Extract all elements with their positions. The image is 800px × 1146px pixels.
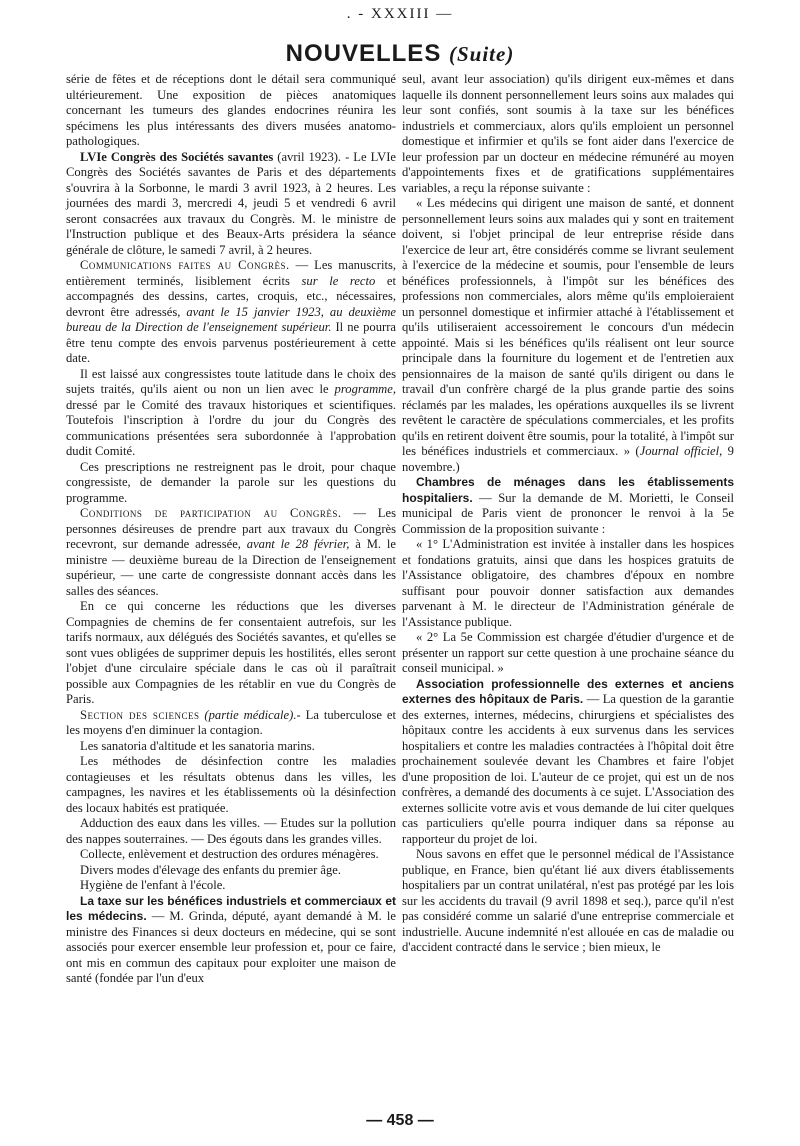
paragraph-text: Il ne pourra être tenu compte des envois parvenus postérieurement à cette date. (66, 320, 396, 365)
paragraph-heading: La taxe sur les bénéfices industriels et commerciaux et les médecins. (66, 893, 396, 923)
emphasis: avant le 28 février, (246, 537, 350, 551)
paragraph (66, 367, 396, 460)
paragraph: Collecte, enlèvement et destruction des ordures ménagères. (80, 847, 379, 861)
paragraph-text: Il est laissé aux congressistes toute latitude dans le choix des sujets traités, qu'ils aient ou non un lien avec le (66, 366, 396, 396)
paragraph-heading: LVIe Congrès des Sociétés savantes (80, 149, 274, 164)
paragraph-text: — Sur la demande de M. Morietti, le Conseil municipal de Paris vient de prononcer le renvoi à la 5e Commission de la proposition suivante : (402, 490, 734, 536)
emphasis: avant le 15 janvier 1923, au deuxième bureau de la Direction de l'enseignement supérieur. (66, 304, 397, 334)
paragraph-text: — M. Grinda, député, ayant demandé à M. le ministre des Finances si deux docteurs en médecine, qui se sont associés pour exercer ensemble leur profession et, pour ce faire, ont mis en commun des capitaux pour exploiter une maison de santé (fondée par l'un d'eux (66, 909, 396, 985)
running-head: . - XXXIII — (346, 6, 454, 22)
paragraph-heading: Conditions de participation au Congrès. (80, 506, 342, 520)
emphasis: Journal officiel, (639, 444, 723, 458)
paragraph: Divers modes d'élevage des enfants du premier âge. (80, 862, 342, 877)
paragraph (66, 894, 396, 987)
left-column (66, 72, 396, 987)
paragraph: Nous savons en effet que le personnel médical de l'Assistance publique, en France, bien qu'étant lié aux divers établissements hospitaliers par un contrat unilatéral, n'est pas protégé par les lois sur les accidents du travail (9 avril 1898 et seq.), parce qu'il n'est pas considéré comme un salarié d'une entreprise commerciale et industrielle. Aucune indemnité n'est allouée en cas de maladie ou d'accident contracté dans le service ; bien mieux, le (402, 847, 734, 954)
paragraph-heading: Section des sciences (80, 707, 200, 722)
paragraph: En ce qui concerne les réductions que les diverses Compagnies de chemins de fer consentaient autrefois, sur les tarifs normaux, aux délégués des Sociétés savantes, et qu'elles se sont vues obligées de supprimer depuis les hostilités, elles seront l'objet d'une circulaire spéciale dans le cas où il paraîtrait possible aux Compagnies de les rétablir en vue du Congrès de Paris. (66, 599, 396, 706)
emphasis: (partie médicale). (204, 707, 297, 722)
paragraph-text: — Les manuscrits, entièrement terminés, lisiblement écrits (66, 258, 396, 288)
emphasis: programme, (334, 382, 396, 396)
paragraph-text: — La question de la garantie des externes, internes, médecins, chirurgiens et spécialistes des hôpitaux contre les accidents à eux survenus dans les services hospitaliers et contre les maladies contractées à l'hôpital doit être prochainement soulevée devant les Chambres et faire l'objet d'une proposition de loi. L'auteur de ce projet, qui est un de nos confrères, a demandé des documents à ce sujet. L'Association des externes sollicite votre avis et vous demande de lui citer quelques cas particuliers qu'elle pourra indiquer dans sa réponse au rapporteur du projet de loi. (402, 692, 734, 846)
paragraph: Les méthodes de désinfection contre les maladies contagieuses et les résultats obtenus dans les villes, les campagnes, les navires et les établissements où la désinfection des locaux habités est pratiquée. (66, 754, 396, 815)
paragraph (402, 677, 734, 848)
paragraph-text: dressé par le Comité des travaux historiques et scientifiques. Toutefois l'inscription à l'ordre du jour du Congrès des communications présentées sera subordonnée à l'approbation dudit Comité. (66, 397, 396, 458)
paragraph (66, 506, 396, 599)
paragraph: Hygiène de l'enfant à l'école. (80, 878, 226, 892)
paragraph-heading: Association professionnelle des externes et anciens externes des hôpitaux de Paris. (402, 676, 734, 706)
paragraph: Adduction des eaux dans les villes. — Etudes sur la pollution des nappes souterraines. — Des égouts dans les grandes villes. (66, 816, 396, 846)
paragraph: Ces prescriptions ne restreignent pas le droit, pour chaque congressiste, de demander la parole sur les questions du programme. (66, 459, 396, 505)
paragraph-text: à M. le ministre — deuxième bureau de la Direction de l'enseignement supérieur, — une carte de congressiste donnant accès dans les salles des séances. (66, 537, 396, 598)
right-column (402, 72, 734, 956)
paragraph (66, 708, 396, 739)
paragraph (402, 475, 734, 537)
paragraph-text: 9 novembre.) (402, 444, 734, 474)
paragraph: Les sanatoria d'altitude et les sanatoria marins. (80, 738, 315, 753)
paragraph: « 2° La 5e Commission est chargée d'étudier d'urgence et de présenter un rapport sur cette question à une prochaine séance du conseil municipal. » (402, 630, 734, 675)
paragraph-text: - La tuberculose et les moyens d'en diminuer la contagion. (66, 707, 396, 737)
emphasis: sur le recto (301, 273, 376, 288)
paragraph-text: — Les personnes désireuses de prendre part aux travaux du Congrès recevront, sur demande adressée, (66, 506, 396, 551)
paragraph (402, 196, 734, 475)
paragraph: seul, avant leur association) qu'ils dirigent eux-mêmes et dans laquelle ils donnent personnellement leurs soins aux malades qui leur sont confiés, sont soumis à la taxe sur les bénéfices industriels et commerciaux, alors qu'ils emploient un personnel domestique et infirmier et qu'ils se font aider dans l'exercice de leur profession par un docteur en médecine rémunéré au moyen d'appointements fixes et de gratifications supplémentaires variables, a reçu la réponse suivante : (402, 72, 734, 195)
paragraph-heading: Communications faites au Congrès. (80, 258, 290, 272)
paragraph-text: « Les médecins qui dirigent une maison de santé, et donnent personnellement leurs soins aux malades qui y sont en traitement doivent, si l'objet principal de leur entreprise réside dans l'exercice de leur art, être considérés comme se livrant seulement à l'exercice de la médecine et soumis, pour l'ensemble de leurs bénéfices professionnels, à l'impôt sur les bénéfices des professions non commerciales, alors même qu'ils emploieraient un personnel domestique et infirmier attaché à l'établissement et qu'ils utiliseraient accessoirement le concours d'un médecin appointé. Mais si les bénéfices qu'ils réalisent ont leur source principale dans la fourniture du logement et de l'entretien aux pensionnaires de la maison de santé qu'ils dirigent ou dans le travail d'un confrère chargé de la plus grande partie des soins réclamés par les malades, les opérations auxquelles ils se livrent revêtent le caractère de spéculations commerciales, et les profits qu'ils en retirent doivent être soumis, pour la totalité, à l'impôt sur les bénéfices industriels et commerciaux. » ( (402, 196, 734, 458)
paragraph-heading: Chambres de ménages dans les établissements hospitaliers. (402, 475, 734, 505)
page-number: — 458 — (366, 1112, 434, 1129)
paragraph: « 1° L'Administration est invitée à installer dans les hospices et fondations gratuits, ainsi que dans les hospices gratuits de l'Assistance obligatoire, des chambres d'époux en nombre suffisant pour pouvoir donner satisfaction aux demandes parvenant à M. le directeur de l'Administration générale de l'Assistance publique. (402, 537, 734, 629)
section-title-text: NOUVELLES (285, 40, 442, 67)
paragraph (66, 258, 396, 367)
paragraph-text: (avril 1923). - Le LVIe Congrès des Sociétés savantes de Paris et des départements s'ouvrira à la Sorbonne, le mardi 3 avril 1923, à 2 heures. Les journées des mardi 3, mercredi 4, jeudi 5 et vendredi 6 avril seront consacrées aux travaux du Congrès. M. le ministre de l'Instruction publique et des Beaux-Arts présidera la séance générale de clôture, le samedi 7 avril, à 2 heures. (66, 149, 396, 257)
section-title (0, 40, 800, 68)
paragraph: série de fêtes et de réceptions dont le détail sera communiqué ultérieurement. Une exposition de pièces anatomiques concernant les tumeurs des glandes endocrines réunira les spécimens les plus intéressants des divers musées anatomo-pathologiques. (66, 72, 396, 148)
paragraph (66, 150, 396, 259)
section-title-suite: (Suite) (449, 42, 515, 66)
paragraph-text: et accompagnés des dessins, cartes, croquis, etc., nécessaires, devront être adressés, (66, 273, 396, 319)
